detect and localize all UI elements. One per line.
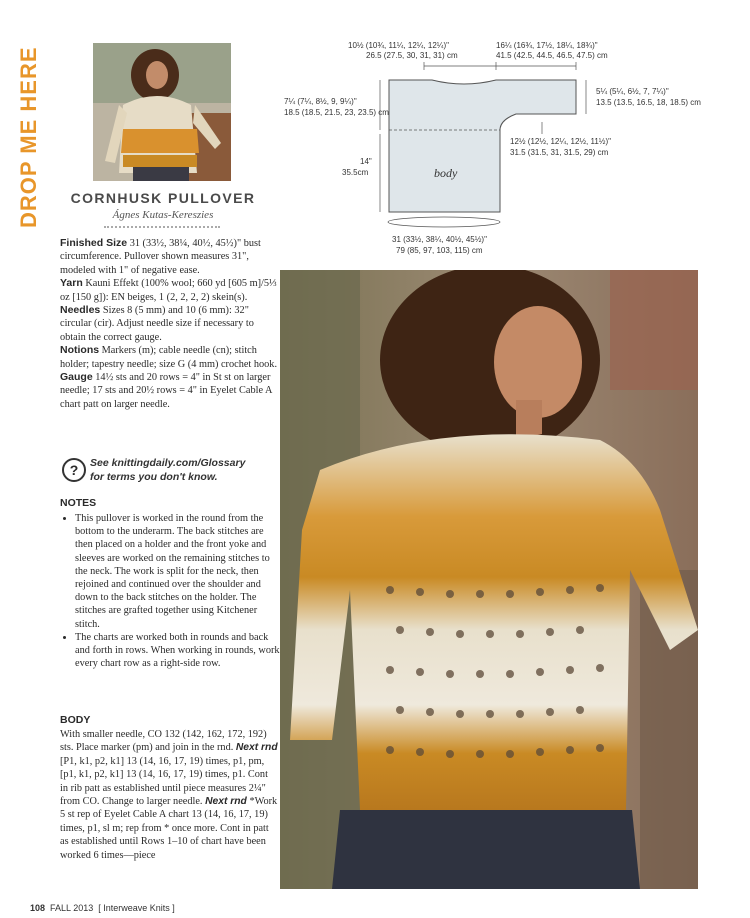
issue-label: FALL 2013 — [50, 903, 94, 913]
glossary-text[interactable] — [90, 456, 280, 484]
bust-circumference-in: 31 (33½, 38¼, 40½, 45½)" — [392, 235, 487, 244]
side-tag-text: DROP ME HERE — [16, 46, 41, 228]
pattern-title: CORNHUSK PULLOVER — [70, 190, 256, 206]
cuff-width-cm: 13.5 (13.5, 16.5, 18, 18.5) cm — [596, 98, 701, 107]
spec-yarn: Yarn Kauni Effekt (100% wool; 660 yd [605 m]/5⅓ oz [150 g]): EN beiges, 1 (2, 2, 2, 2) skein(s). — [60, 277, 277, 303]
armhole-depth-in: 7¼ (7¼, 8½, 9, 9¼)" — [284, 97, 357, 106]
page-number: 108 — [30, 903, 46, 913]
body-length-cm: 35.5cm — [342, 168, 369, 177]
glossary-link[interactable]: See knittingdaily.com/Glossary — [90, 457, 246, 469]
body-length-in: 14" — [360, 157, 372, 166]
cuff-width-in: 5¼ (5¼, 6½, 7, 7¼)" — [596, 87, 669, 96]
top-width-cm: 41.5 (42.5, 44.5, 46.5, 47.5) cm — [496, 51, 608, 60]
thumbnail-photo — [93, 43, 231, 181]
model-photo — [280, 270, 698, 889]
pattern-specs — [60, 237, 278, 411]
sleeve-length-cm: 31.5 (31.5, 31, 31.5, 29) cm — [510, 148, 609, 157]
schematic-body-label: body — [434, 166, 458, 180]
sweater-schematic — [284, 36, 724, 266]
bust-circumference-cm: 79 (85, 97, 103, 115) cm — [396, 246, 483, 255]
top-width-in: 16¼ (16¾, 17½, 18¼, 18¾)" — [496, 41, 598, 50]
body-heading: BODY — [60, 714, 91, 726]
neck-width-in: 10½ (10¾, 11¼, 12¼, 12¼)" — [348, 41, 449, 50]
notes-item: • The charts are worked both in rounds and back and forth in rows. When working in rounds, work every chart row as a right-side row. — [75, 631, 282, 671]
notes-item: • This pullover is worked in the round from the bottom to the underarm. The back stitches are then placed on a holder and the front yoke and sleeves are worked on the remaining stitches to the neck. The work is split for the neck, then rejoined and continued over the shoulder and down to the back stitches on the holder. The stitches are grafted together using Kitchener stitch. — [75, 512, 282, 631]
body-instructions: With smaller needle, CO 132 (142, 162, 172, 192) sts. Place marker (pm) and join in the rnd. Next rnd [P1, k1, p2, k1] 13 (14, 16, 17, 19) times, p1, pm, [p1, k1, p2, k1] 13 (14, 16, 17, 19) times, p1. Cont in rib patt as established until piece measures 2¼" from CO. Change to larger needle. Next rnd *Work 5 st rep of Eyelet Cable A chart 13 (14, 16, 17, 19) times, p1, sl m; rep from * once more. Cont in patt as established until Rows 1–10 of chart have been worked 6 times—piece — [60, 729, 278, 861]
title-divider — [104, 226, 220, 228]
spec-finished-size: Finished Size 31 (33½, 38¼, 40½, 45½)" bust circumference. Pullover shown measures 31", modeled with 1" of negative ease. — [60, 237, 261, 276]
spec-gauge: Gauge 14½ sts and 20 rows = 4" in St st on larger needle; 17 sts and 20½ rows = 4" in Eyelet Cable A chart patt on larger needle. — [60, 371, 272, 410]
notes-section — [60, 512, 282, 670]
spec-notions: Notions Markers (m); cable needle (cn); stitch holder; tapestry needle; size G (4 mm) crochet hook. — [60, 344, 278, 370]
question-icon: ? — [62, 458, 86, 482]
page-folio — [30, 903, 175, 913]
glossary-subtext: for terms you don't know. — [90, 471, 218, 483]
notes-heading: NOTES — [60, 497, 97, 509]
magazine-name: [ Interweave Knits ] — [98, 903, 175, 913]
designer-name: Ágnes Kutas-Kereszies — [112, 209, 214, 221]
sleeve-length-in: 12½ (12½, 12¼, 12½, 11½)" — [510, 137, 611, 146]
spec-needles: Needles Sizes 8 (5 mm) and 10 (6 mm): 32" circular (cir). Adjust needle size if necessary to obtain the correct gauge. — [60, 304, 254, 343]
armhole-depth-cm: 18.5 (18.5, 21.5, 23, 23.5) cm — [284, 108, 389, 117]
drop-me-here-tag — [6, 38, 46, 238]
glossary-callout[interactable] — [60, 456, 278, 488]
neck-width-cm: 26.5 (27.5, 30, 31, 31) cm — [366, 51, 458, 60]
